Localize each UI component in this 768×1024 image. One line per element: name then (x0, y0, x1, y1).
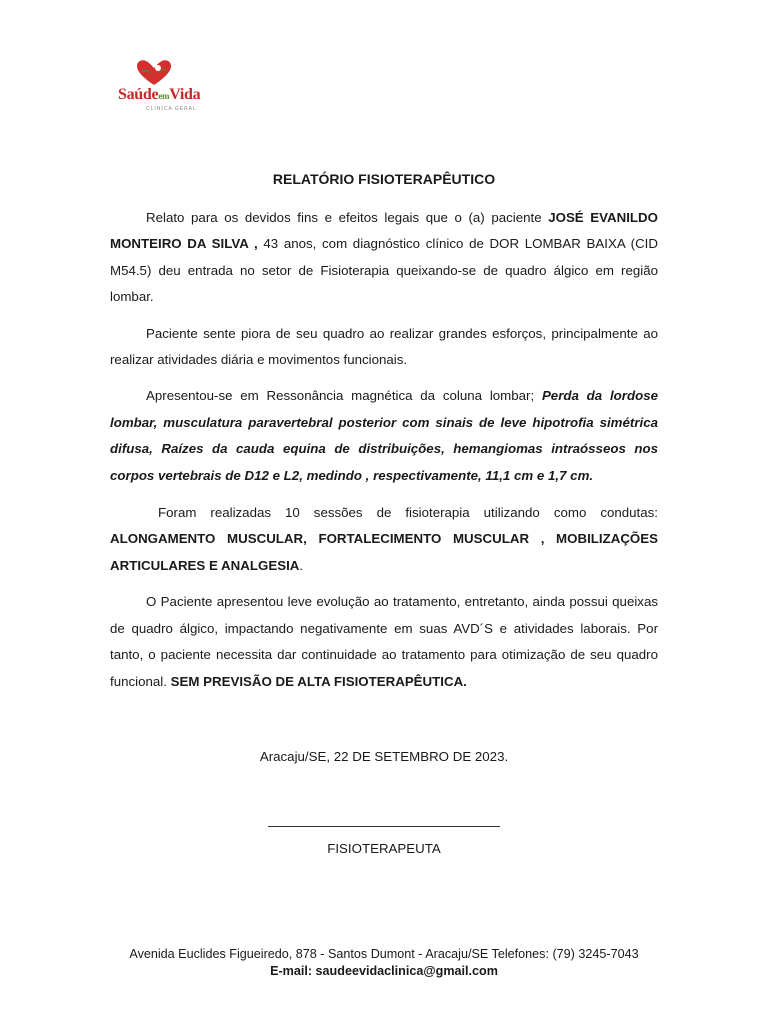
paragraph-evolution: O Paciente apresentou leve evolução ao tratamento, entretanto, ainda possui queixas de quadro álgico, impactando negativamente em suas AVD´S e atividades laborais. Por tanto, o paciente necessita dar continuidade ao tratamento para otimização de seu quadro funcional. SEM PREVISÃO DE ALTA FISIOTERAPÊUTICA. (110, 594, 658, 689)
signature-role: FISIOTERAPEUTA (327, 841, 441, 856)
date-line: Aracaju/SE, 22 DE SETEMBRO DE 2023. (259, 749, 509, 764)
mri-findings: Perda da lordose lombar, musculatura paravertebral posterior com sinais de leve hipotrofia simétrica difusa, Raízes da cauda equina de distribuições, hemangiomas intraósseos nos corpos vertebrais de D12 e L2, medindo , respectivamente, 11,1 cm e 1,7 cm. (110, 388, 658, 483)
procedures-list: ALONGAMENTO MUSCULAR, FORTALECIMENTO MUSCULAR , MOBILIZAÇÕES ARTICULARES E ANALGESIA (110, 531, 658, 573)
paragraph-mri: Apresentou-se em Ressonância magnética da coluna lombar; Perda da lordose lombar, musculatura paravertebral posterior com sinais de leve hipotrofia simétrica difusa, Raízes da cauda equina de distribuições, hemangiomas intraósseos nos corpos vertebrais de D12 e L2, medindo , respectivamente, 11,1 cm e 1,7 cm. (110, 388, 658, 483)
paragraph-symptoms: Paciente sente piora de seu quadro ao realizar grandes esforços, principalmente ao realizar atividades diária e movimentos funcionais. (110, 325, 658, 368)
signature-line (268, 826, 500, 827)
patient-name: JOSÉ EVANILDO MONTEIRO DA SILVA , (110, 210, 658, 252)
clinic-brand-name: SaúdeemVida (118, 86, 201, 103)
report-body (110, 205, 658, 705)
footer-email: E-mail: saudeevidaclinica@gmail.com (270, 964, 498, 978)
paragraph-patient: Relato para os devidos fins e efeitos legais que o (a) paciente JOSÉ EVANILDO MONTEIRO DA SILVA , 43 anos, com diagnóstico clínico de DOR LOMBAR BAIXA (CID M54.5) deu entrada no setor de Fisioterapia queixando-se de quadro álgico em região lombar. (110, 210, 658, 305)
footer-address: Avenida Euclides Figueiredo, 878 - Santos Dumont - Aracaju/SE Telefones: (79) 3245-7043 (129, 947, 639, 961)
clinic-brand-subtitle: CLÍNICA GERAL (146, 106, 197, 112)
paragraph-sessions: Foram realizadas 10 sessões de fisioterapia utilizando como condutas: ALONGAMENTO MUSCULAR, FORTALECIMENTO MUSCULAR , MOBILIZAÇÕES ARTICULARES E ANALGESIA. (110, 505, 658, 573)
clinic-logo (112, 58, 202, 118)
report-title: RELATÓRIO FISIOTERAPÊUTICO (272, 171, 496, 187)
heart-hands-icon (134, 58, 174, 88)
discharge-status: SEM PREVISÃO DE ALTA FISIOTERAPÊUTICA. (170, 673, 467, 689)
